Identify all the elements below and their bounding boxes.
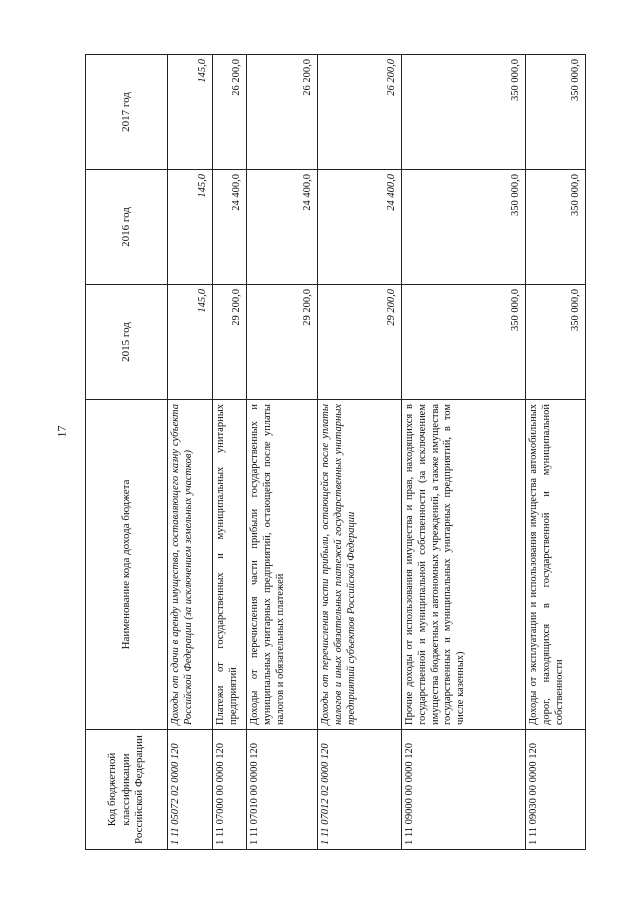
row-2015: 29 200,0 — [247, 285, 318, 400]
rotated-table-container — [85, 55, 585, 850]
row-name: Доходы от перечисления части прибыли государственных и муниципальных унитарных предприятий, остающейся после уплаты налогов и обязательных платежей — [247, 400, 318, 730]
row-code: 1 11 07012 02 0000 120 — [318, 730, 402, 850]
row-2016: 24 400,0 — [213, 170, 247, 285]
row-2016: 350 000,0 — [526, 170, 586, 285]
row-name: Платежи от государственных и муниципальных унитарных предприятий — [213, 400, 247, 730]
table-row — [168, 55, 213, 850]
header-name: Наименование кода дохода бюджета — [86, 400, 168, 730]
row-2017: 26 200,0 — [247, 55, 318, 170]
row-2017: 350 000,0 — [526, 55, 586, 170]
row-code: 1 11 07000 00 0000 120 — [213, 730, 247, 850]
budget-income-table — [85, 54, 586, 850]
row-2015: 29 200,0 — [318, 285, 402, 400]
row-2015: 145,0 — [168, 285, 213, 400]
row-code: 1 11 09030 00 0000 120 — [526, 730, 586, 850]
row-name: Прочие доходы от использования имущества и прав, находящихся в государственной и муниципальной собственности (за исключением имущества бюджетных и автономных учреждений, а также имущества государственных и муниципальных унитарных предприятий, в том числе казенных) — [402, 400, 526, 730]
header-code: Код бюджетной классификации Российской Федерации — [86, 730, 168, 850]
row-name: Доходы от сдачи в аренду имущества, составляющего казну субъекта Российской Федерации (за исключением земельных участков) — [168, 400, 213, 730]
row-code: 1 11 07010 00 0000 120 — [247, 730, 318, 850]
row-2017: 350 000,0 — [402, 55, 526, 170]
row-code: 1 11 05072 02 0000 120 — [168, 730, 213, 850]
row-2016: 24 400,0 — [318, 170, 402, 285]
header-2017: 2017 год — [86, 55, 168, 170]
table-row — [247, 55, 318, 850]
row-2016: 24 400,0 — [247, 170, 318, 285]
table-row — [526, 55, 586, 850]
row-2015: 29 200,0 — [213, 285, 247, 400]
table-row — [402, 55, 526, 850]
row-name: Доходы от эксплуатации и использования имущества автомобильных дорог, находящихся в государственной и муниципальной собственности — [526, 400, 586, 730]
row-2017: 26 200,0 — [318, 55, 402, 170]
row-2015: 350 000,0 — [402, 285, 526, 400]
row-name: Доходы от перечисления части прибыли, остающейся после уплаты налогов и иных обязательных платежей государственных унитарных предприятий субъектов Российской Федерации — [318, 400, 402, 730]
row-code: 1 11 09000 00 0000 120 — [402, 730, 526, 850]
row-2017: 145,0 — [168, 55, 213, 170]
row-2015: 350 000,0 — [526, 285, 586, 400]
row-2017: 26 200,0 — [213, 55, 247, 170]
row-2016: 145,0 — [168, 170, 213, 285]
table-header-row — [86, 55, 168, 850]
header-2015: 2015 год — [86, 285, 168, 400]
page-number: 17 — [54, 425, 69, 438]
table-row — [318, 55, 402, 850]
table-row — [213, 55, 247, 850]
row-2016: 350 000,0 — [402, 170, 526, 285]
header-2016: 2016 год — [86, 170, 168, 285]
